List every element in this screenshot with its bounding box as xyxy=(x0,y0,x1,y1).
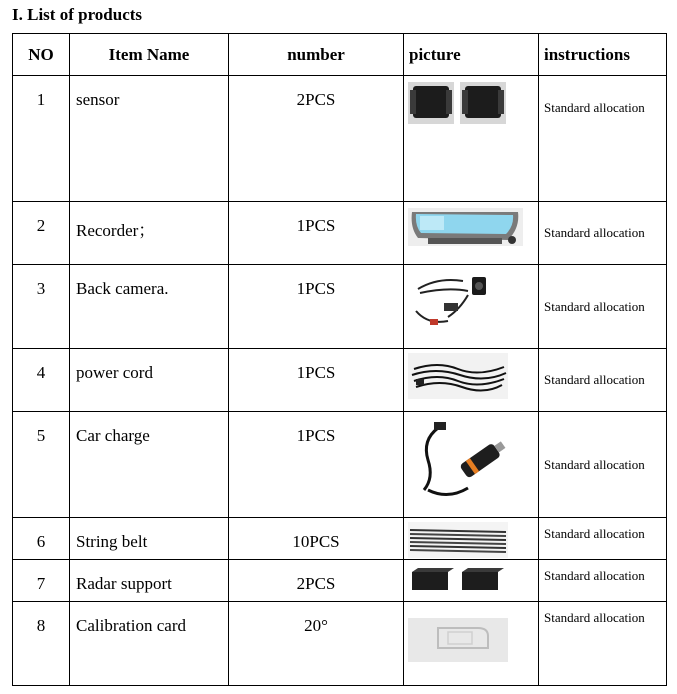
row-number: 1PCS xyxy=(229,412,404,518)
table-row xyxy=(13,560,667,602)
row-item-name: Back camera. xyxy=(70,265,229,349)
table-row xyxy=(13,518,667,560)
row-item-name: String belt xyxy=(70,518,229,560)
back-camera-image-icon xyxy=(408,269,498,339)
sensor-image-icon xyxy=(408,80,508,126)
header-instructions: instructions xyxy=(539,34,667,76)
row-instructions: Standard allocation xyxy=(539,265,667,349)
row-no: 3 xyxy=(13,265,70,349)
row-number: 1PCS xyxy=(229,265,404,349)
table-row xyxy=(13,412,667,518)
header-row xyxy=(13,34,667,76)
header-picture: picture xyxy=(404,34,539,76)
row-instructions: Standard allocation xyxy=(539,76,667,202)
calibration-card-image-icon xyxy=(408,618,508,662)
row-no: 1 xyxy=(13,76,70,202)
row-instructions: Standard allocation xyxy=(539,602,667,686)
row-item-name: Recorder； xyxy=(70,202,229,265)
row-no: 4 xyxy=(13,349,70,412)
row-instructions: Standard allocation xyxy=(539,518,667,560)
row-item-name: Car charge xyxy=(70,412,229,518)
row-instructions: Standard allocation xyxy=(539,349,667,412)
row-no: 6 xyxy=(13,518,70,560)
row-instructions: Standard allocation xyxy=(539,202,667,265)
row-number: 2PCS xyxy=(229,76,404,202)
row-number: 1PCS xyxy=(229,202,404,265)
row-picture xyxy=(404,560,539,602)
row-no: 2 xyxy=(13,202,70,265)
car-charger-image-icon xyxy=(408,416,508,500)
row-picture xyxy=(404,412,539,518)
row-picture xyxy=(404,202,539,265)
row-picture xyxy=(404,602,539,686)
row-no: 5 xyxy=(13,412,70,518)
row-no: 7 xyxy=(13,560,70,602)
row-item-name: Radar support xyxy=(70,560,229,602)
row-number: 1PCS xyxy=(229,349,404,412)
row-instructions: Standard allocation xyxy=(539,412,667,518)
row-number: 2PCS xyxy=(229,560,404,602)
row-no: 8 xyxy=(13,602,70,686)
mirror-recorder-image-icon xyxy=(408,206,523,248)
section-heading: I. List of products xyxy=(12,5,143,24)
header-number: number xyxy=(229,34,404,76)
row-item-name: sensor xyxy=(70,76,229,202)
row-item-name: Calibration card xyxy=(70,602,229,686)
row-number: 20° xyxy=(229,602,404,686)
table-row xyxy=(13,202,667,265)
row-picture xyxy=(404,76,539,202)
table-row xyxy=(13,265,667,349)
power-cord-image-icon xyxy=(408,353,508,399)
row-instructions: Standard allocation xyxy=(539,560,667,602)
radar-bracket-image-icon xyxy=(408,564,508,598)
row-picture xyxy=(404,349,539,412)
row-item-name: power cord xyxy=(70,349,229,412)
row-picture xyxy=(404,265,539,349)
header-item-name: Item Name xyxy=(70,34,229,76)
table-row xyxy=(13,76,667,202)
products-table xyxy=(12,33,667,686)
table-row xyxy=(13,602,667,686)
cable-ties-image-icon xyxy=(408,522,508,558)
row-picture xyxy=(404,518,539,560)
table-row xyxy=(13,349,667,412)
row-number: 10PCS xyxy=(229,518,404,560)
header-no: NO xyxy=(13,34,70,76)
